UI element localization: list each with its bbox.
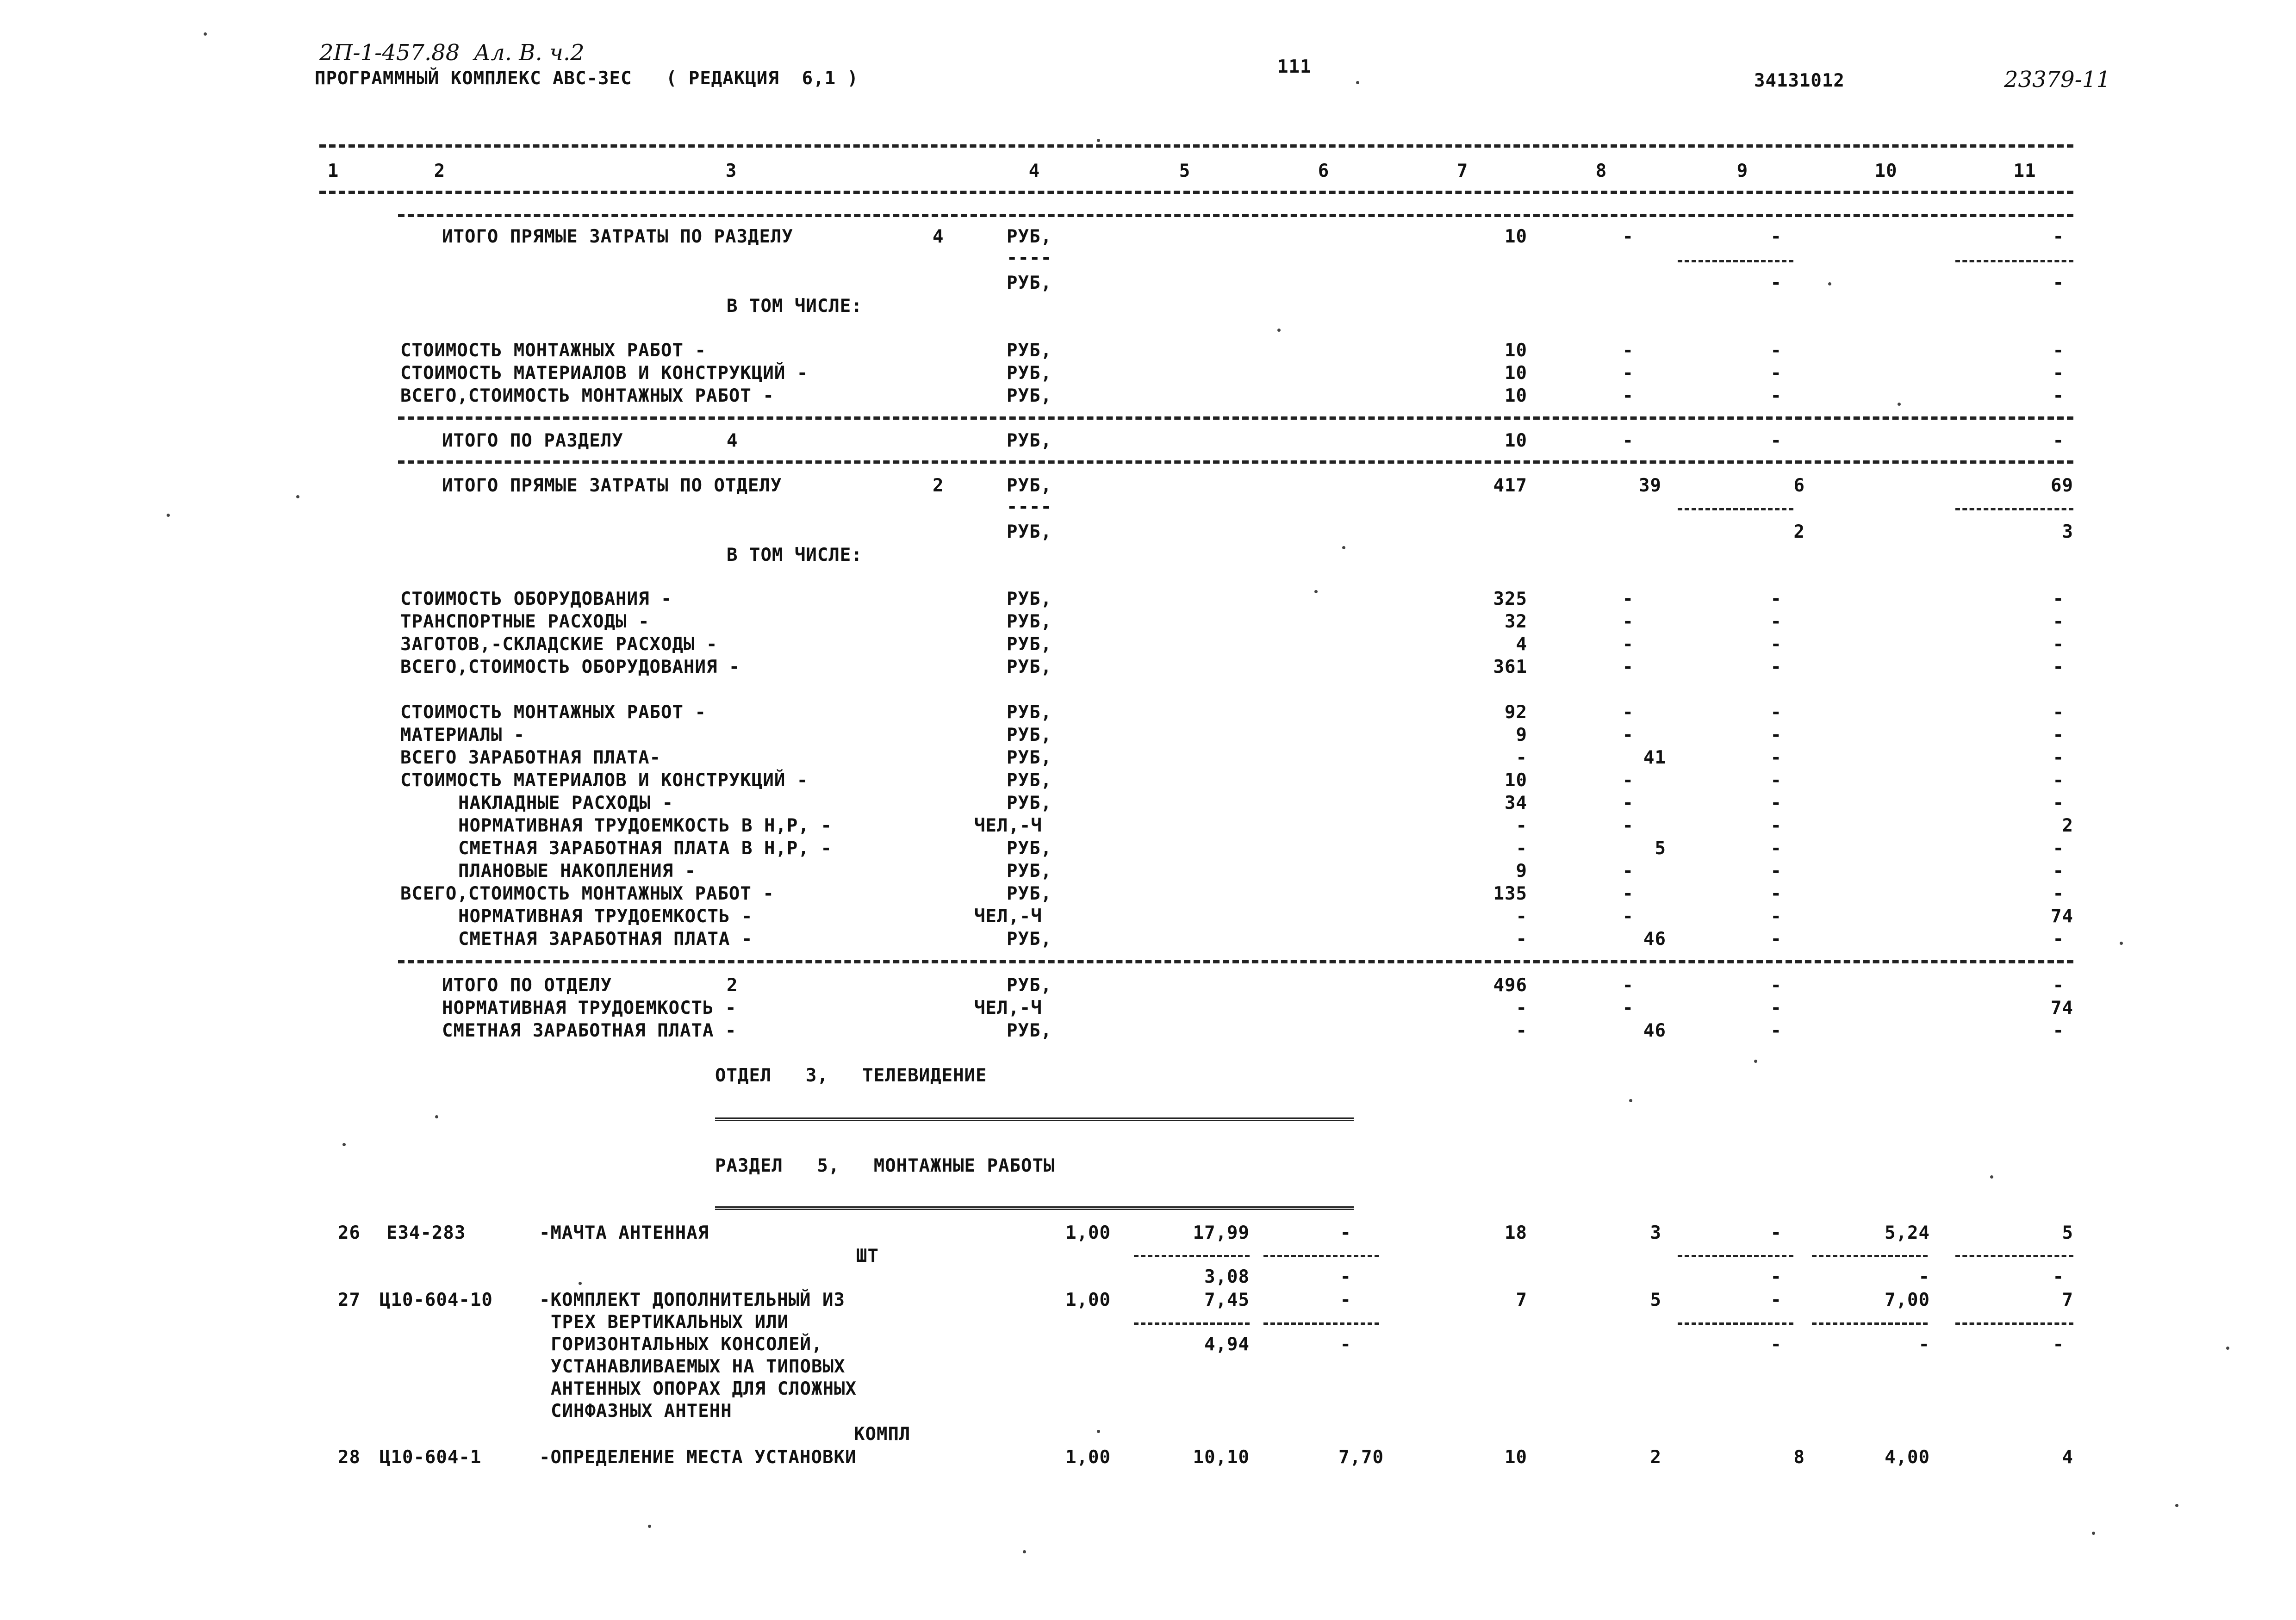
- col6-value: -: [1340, 1290, 1351, 1310]
- col8-value: -: [1622, 883, 1634, 904]
- scan-speckle: [2092, 1532, 2095, 1535]
- col7-value: -: [1516, 929, 1527, 950]
- table-top-rule: [319, 144, 2073, 148]
- unit-label: РУБ,: [1007, 589, 1052, 609]
- col9-value: -: [1770, 998, 1782, 1018]
- scan-speckle: [1356, 81, 1359, 84]
- col9-value: -: [1770, 861, 1782, 881]
- row-label: ВСЕГО,СТОИМОСТЬ ОБОРУДОВАНИЯ -: [400, 657, 740, 677]
- col11-subtotal-rule: [1955, 1255, 2073, 1257]
- col8-value: -: [1622, 725, 1634, 745]
- col8-value: -: [1622, 363, 1634, 384]
- item-name: ГОРИЗОНТАЛЬНЫХ КОНСОЛЕЙ,: [551, 1334, 823, 1355]
- item-name: -ОПРЕДЕЛЕНИЕ МЕСТА УСТАНОВКИ: [539, 1447, 857, 1468]
- unit-label: ЧЕЛ,-Ч: [974, 815, 1042, 836]
- unit-label: РУБ,: [1007, 793, 1052, 813]
- section-heading: РАЗДЕЛ 5, МОНТАЖНЫЕ РАБОТЫ: [715, 1155, 1055, 1176]
- row-label: СТОИМОСТЬ МОНТАЖНЫХ РАБОТ -: [400, 702, 706, 723]
- unit-label: РУБ,: [1007, 725, 1052, 745]
- column-header-rule: [319, 191, 2073, 194]
- col8-value: -: [1622, 385, 1634, 406]
- col9-second-value: 2: [1793, 521, 1805, 542]
- unit-label: КОМПЛ: [854, 1424, 911, 1445]
- col9-value: -: [1770, 589, 1782, 609]
- row-label: МАТЕРИАЛЫ -: [400, 725, 525, 745]
- scan-speckle: [1342, 546, 1345, 549]
- column-header-5: 5: [1179, 161, 1191, 181]
- col7-value: 417: [1493, 475, 1527, 496]
- unit-label: РУБ,: [1007, 385, 1052, 406]
- unit-label: РУБ,: [1007, 611, 1052, 632]
- col5-value: 17,99: [1193, 1223, 1250, 1243]
- scan-speckle: [1097, 139, 1100, 142]
- col9-value: -: [1770, 702, 1782, 723]
- col7-value: -: [1516, 1020, 1527, 1041]
- section4-direct-col11-second: -: [2053, 273, 2064, 293]
- scan-speckle: [1629, 1099, 1632, 1102]
- col9-subtotal-rule: [1678, 260, 1793, 262]
- section4-direct-col11: -: [2053, 226, 2064, 247]
- column-header-9: 9: [1736, 161, 1748, 181]
- scan-speckle: [1277, 329, 1281, 332]
- section-rule: [398, 460, 2073, 464]
- col10-value: 4,00: [1885, 1447, 1930, 1468]
- col7-value: 92: [1505, 702, 1527, 723]
- col5-subtotal-rule: [1134, 1255, 1250, 1257]
- scan-speckle: [167, 514, 170, 517]
- col11-value: 5: [2062, 1223, 2073, 1243]
- unit-label: РУБ,: [1007, 1020, 1052, 1041]
- col7-value: -: [1516, 747, 1527, 768]
- column-header-10: 10: [1874, 161, 1898, 181]
- col6-subtotal-rule: [1263, 1322, 1379, 1325]
- col6-value: 7,70: [1338, 1447, 1384, 1468]
- col9-value: -: [1770, 634, 1782, 655]
- col9-value: -: [1770, 838, 1782, 859]
- item-name: ТРЕХ ВЕРТИКАЛЬНЫХ ИЛИ: [551, 1312, 789, 1333]
- col8-value: 41: [1643, 747, 1666, 768]
- unit-label: РУБ,: [1007, 747, 1052, 768]
- unit-label: РУБ,: [1007, 929, 1052, 950]
- col10-subtotal-rule: [1812, 1322, 1928, 1325]
- including-heading: В ТОМ ЧИСЛЕ:: [727, 296, 863, 317]
- col7-value: 9: [1516, 725, 1527, 745]
- unit-label: РУБ,: [1007, 975, 1052, 996]
- col8-value: -: [1622, 340, 1634, 361]
- col11-value: -: [2053, 861, 2064, 881]
- col11-value: -: [2053, 702, 2064, 723]
- unit-label: РУБ,: [1007, 883, 1052, 904]
- unit-label: РУБ,: [1007, 770, 1052, 791]
- col9-value: -: [1770, 815, 1782, 836]
- scan-speckle: [1314, 590, 1318, 593]
- col11-value: -: [2053, 611, 2064, 632]
- col7-value: 135: [1493, 883, 1527, 904]
- col7-value: -: [1516, 998, 1527, 1018]
- item-quantity: 1,00: [1065, 1223, 1111, 1243]
- unit-dash-marker: ----: [1007, 248, 1052, 268]
- col8-value: 46: [1643, 1020, 1666, 1041]
- col11-subtotal-rule: [1955, 1322, 2073, 1325]
- col11-value: -: [2053, 340, 2064, 361]
- item-code: Ц10-604-10: [380, 1290, 493, 1310]
- col7-value: 32: [1505, 611, 1527, 632]
- dept2-direct-num: 2: [933, 475, 944, 496]
- col7-value: -: [1516, 838, 1527, 859]
- col11-value: 74: [2051, 998, 2073, 1018]
- dept2-total-num: 2: [727, 975, 738, 996]
- col9-second-value: -: [1770, 1266, 1782, 1287]
- section4-direct-col9-second: -: [1770, 273, 1782, 293]
- col11-value: -: [2053, 975, 2064, 996]
- col9-value: -: [1770, 1290, 1782, 1310]
- col11-second-value: -: [2053, 1334, 2064, 1355]
- row-label: ЗАГОТОВ,-СКЛАДСКИЕ РАСХОДЫ -: [400, 634, 718, 655]
- archive-number: 23379-11: [2004, 67, 2110, 93]
- scan-speckle: [1754, 1060, 1757, 1063]
- col11-value: -: [2053, 770, 2064, 791]
- row-label: СМЕТНАЯ ЗАРАБОТНАЯ ПЛАТА -: [442, 1020, 737, 1041]
- col11-value: -: [2053, 838, 2064, 859]
- column-header-3: 3: [725, 161, 737, 181]
- col11-second-value: 3: [2062, 521, 2073, 542]
- col9-value: -: [1770, 385, 1782, 406]
- column-header-4: 4: [1028, 161, 1040, 181]
- col7-value: 10: [1505, 340, 1527, 361]
- col5-second-value: 3,08: [1204, 1266, 1250, 1287]
- column-header-6: 6: [1318, 161, 1330, 181]
- scan-speckle: [435, 1115, 438, 1118]
- col11-value: 7: [2062, 1290, 2073, 1310]
- col11-value: -: [2053, 363, 2064, 384]
- col5-second-value: 4,94: [1204, 1334, 1250, 1355]
- scan-speckle: [648, 1525, 651, 1528]
- item-number: 28: [338, 1447, 361, 1468]
- col11-value: 74: [2051, 906, 2073, 927]
- col6-value: -: [1340, 1223, 1351, 1243]
- col9-value: -: [1770, 883, 1782, 904]
- col7-value: 361: [1493, 657, 1527, 677]
- col5-value: 10,10: [1193, 1447, 1250, 1468]
- item-number: 27: [338, 1290, 361, 1310]
- unit-label: РУБ,: [1007, 702, 1052, 723]
- section-rule: [398, 214, 2073, 217]
- col9-subtotal-rule: [1678, 508, 1793, 510]
- col5-subtotal-rule: [1134, 1322, 1250, 1325]
- col11-second-value: -: [2053, 1266, 2064, 1287]
- col11-value: -: [2053, 793, 2064, 813]
- col9-value: -: [1770, 929, 1782, 950]
- col9-value: -: [1770, 770, 1782, 791]
- item-code: Е34-283: [386, 1223, 466, 1243]
- section4-direct-label: ИТОГО ПРЯМЫЕ ЗАТРАТЫ ПО РАЗДЕЛУ: [442, 226, 793, 247]
- col9-value: -: [1770, 363, 1782, 384]
- section4-direct-col9: -: [1770, 226, 1782, 247]
- col7-value: 10: [1505, 770, 1527, 791]
- col9-value: -: [1770, 725, 1782, 745]
- section-rule: [398, 960, 2073, 963]
- col8-value: -: [1622, 861, 1634, 881]
- col7-value: 10: [1505, 1447, 1527, 1468]
- col11-value: -: [2053, 589, 2064, 609]
- column-header-7: 7: [1456, 161, 1468, 181]
- col11-value: 2: [2062, 815, 2073, 836]
- scan-speckle: [1097, 1430, 1100, 1433]
- col8-value: -: [1622, 770, 1634, 791]
- col8-value: -: [1622, 634, 1634, 655]
- col9-value: -: [1770, 611, 1782, 632]
- unit-label: ЧЕЛ,-Ч: [974, 998, 1042, 1018]
- col8-value: -: [1622, 430, 1634, 451]
- item-name: УСТАНАВЛИВАЕМЫХ НА ТИПОВЫХ: [551, 1356, 846, 1377]
- row-label: ВСЕГО,СТОИМОСТЬ МОНТАЖНЫХ РАБОТ -: [400, 883, 774, 904]
- unit-label: ШТ: [856, 1246, 879, 1266]
- col7-value: 4: [1516, 634, 1527, 655]
- col8-value: -: [1622, 975, 1634, 996]
- unit-label: РУБ,: [1007, 521, 1052, 542]
- col8-value: -: [1622, 906, 1634, 927]
- col9-value: -: [1770, 747, 1782, 768]
- scan-speckle: [579, 1282, 582, 1285]
- item-name: -КОМПЛЕКТ ДОПОЛНИТЕЛЬНЫЙ ИЗ: [539, 1290, 845, 1310]
- item-quantity: 1,00: [1065, 1290, 1111, 1310]
- col11-value: -: [2053, 385, 2064, 406]
- row-label: НАКЛАДНЫЕ РАСХОДЫ -: [458, 793, 674, 813]
- col10-second-value: -: [1918, 1334, 1930, 1355]
- col8-value: 5: [1655, 838, 1666, 859]
- scan-speckle: [2120, 942, 2123, 945]
- col9-value: -: [1770, 793, 1782, 813]
- program-title: ПРОГРАММНЫЙ КОМПЛЕКС АВС-3ЕС ( РЕДАКЦИЯ 6,1 ): [315, 68, 859, 89]
- col8-value: 3: [1650, 1223, 1661, 1243]
- col9-value: 8: [1793, 1447, 1805, 1468]
- col9-value: -: [1770, 430, 1782, 451]
- row-label: НОРМАТИВНАЯ ТРУДОЕМКОСТЬ -: [442, 998, 737, 1018]
- row-label: ВСЕГО,СТОИМОСТЬ МОНТАЖНЫХ РАБОТ -: [400, 385, 774, 406]
- col9-value: -: [1770, 657, 1782, 677]
- col6-subtotal-rule: [1263, 1255, 1379, 1257]
- col8-value: -: [1622, 793, 1634, 813]
- col5-value: 7,45: [1204, 1290, 1250, 1310]
- col11-subtotal-rule: [1955, 260, 2073, 262]
- scan-speckle: [1990, 1175, 1993, 1179]
- col7-value: -: [1516, 815, 1527, 836]
- scan-speckle: [1828, 282, 1831, 286]
- scan-speckle: [1023, 1550, 1026, 1553]
- column-header-8: 8: [1595, 161, 1607, 181]
- col9-subtotal-rule: [1678, 1322, 1793, 1325]
- row-label: НОРМАТИВНАЯ ТРУДОЕМКОСТЬ -: [458, 906, 753, 927]
- col9-subtotal-rule: [1678, 1255, 1793, 1257]
- row-label: СТОИМОСТЬ ОБОРУДОВАНИЯ -: [400, 589, 672, 609]
- col11-value: -: [2053, 634, 2064, 655]
- unit-label: РУБ,: [1007, 861, 1052, 881]
- item-number: 26: [338, 1223, 361, 1243]
- col7-value: 10: [1505, 430, 1527, 451]
- col6-second-value: -: [1340, 1266, 1351, 1287]
- col11-subtotal-rule: [1955, 508, 2073, 510]
- col8-value: 46: [1643, 929, 1666, 950]
- col11-value: -: [2053, 929, 2064, 950]
- col6-second-value: -: [1340, 1334, 1351, 1355]
- dept2-direct-label: ИТОГО ПРЯМЫЕ ЗАТРАТЫ ПО ОТДЕЛУ: [442, 475, 782, 496]
- unit-label: РУБ,: [1007, 634, 1052, 655]
- scan-speckle: [204, 32, 207, 36]
- col8-value: -: [1622, 702, 1634, 723]
- unit-label: РУБ,: [1007, 838, 1052, 859]
- col9-value: -: [1770, 340, 1782, 361]
- item-name: -МАЧТА АНТЕННАЯ: [539, 1223, 709, 1243]
- col9-value: -: [1770, 1020, 1782, 1041]
- row-label: ТРАНСПОРТНЫЕ РАСХОДЫ -: [400, 611, 650, 632]
- row-label: НОРМАТИВНАЯ ТРУДОЕМКОСТЬ В Н,Р, -: [458, 815, 832, 836]
- unit-label: РУБ,: [1007, 657, 1052, 677]
- scan-speckle: [342, 1143, 346, 1146]
- dept2-total-label: ИТОГО ПО ОТДЕЛУ: [442, 975, 612, 996]
- col7-value: 325: [1493, 589, 1527, 609]
- col7-value: 10: [1505, 385, 1527, 406]
- col8-value: -: [1622, 611, 1634, 632]
- section4-direct-col7: 10: [1505, 226, 1527, 247]
- col7-value: 7: [1516, 1290, 1527, 1310]
- col9-value: -: [1770, 906, 1782, 927]
- col7-value: 9: [1516, 861, 1527, 881]
- col11-value: -: [2053, 1020, 2064, 1041]
- unit-label: РУБ,: [1007, 273, 1052, 293]
- document-code: 34131012: [1754, 70, 1845, 91]
- col7-value: 34: [1505, 793, 1527, 813]
- col8-value: -: [1622, 998, 1634, 1018]
- col7-value: 496: [1493, 975, 1527, 996]
- col11-value: -: [2053, 725, 2064, 745]
- col11-value: -: [2053, 883, 2064, 904]
- item-code: Ц10-604-1: [380, 1447, 482, 1468]
- col11-value: 4: [2062, 1447, 2073, 1468]
- col8-value: -: [1622, 815, 1634, 836]
- col10-subtotal-rule: [1812, 1255, 1928, 1257]
- col11-value: -: [2053, 430, 2064, 451]
- col11-value: -: [2053, 747, 2064, 768]
- col7-value: 18: [1505, 1223, 1527, 1243]
- row-label: СТОИМОСТЬ МОНТАЖНЫХ РАБОТ -: [400, 340, 706, 361]
- col8-value: 5: [1650, 1290, 1661, 1310]
- scan-speckle: [2175, 1504, 2178, 1507]
- page-number: 111: [1277, 56, 1312, 77]
- section-rule: [398, 416, 2073, 420]
- col9-value: -: [1770, 1223, 1782, 1243]
- column-header-1: 1: [327, 161, 339, 181]
- department-heading: ОТДЕЛ 3, ТЕЛЕВИДЕНИЕ: [715, 1065, 987, 1086]
- section4-total-num: 4: [727, 430, 738, 451]
- unit-label: РУБ,: [1007, 340, 1052, 361]
- col10-value: 7,00: [1885, 1290, 1930, 1310]
- row-label: ПЛАНОВЫЕ НАКОПЛЕНИЯ -: [458, 861, 697, 881]
- unit-label: ЧЕЛ,-Ч: [974, 906, 1042, 927]
- row-label: СТОИМОСТЬ МАТЕРИАЛОВ И КОНСТРУКЦИЙ -: [400, 363, 809, 384]
- scan-speckle: [1898, 403, 1901, 406]
- unit-label: РУБ,: [1007, 475, 1052, 496]
- unit-label: РУБ,: [1007, 226, 1052, 247]
- including-heading: В ТОМ ЧИСЛЕ:: [727, 545, 863, 565]
- row-label: ВСЕГО ЗАРАБОТНАЯ ПЛАТА-: [400, 747, 661, 768]
- section4-total-label: ИТОГО ПО РАЗДЕЛУ: [442, 430, 623, 451]
- col7-value: -: [1516, 906, 1527, 927]
- row-label: СМЕТНАЯ ЗАРАБОТНАЯ ПЛАТА В Н,Р, -: [458, 838, 832, 859]
- heading-double-rule: [715, 1206, 1354, 1210]
- col7-value: 10: [1505, 363, 1527, 384]
- col11-value: -: [2053, 657, 2064, 677]
- col10-value: 5,24: [1885, 1223, 1930, 1243]
- item-name: АНТЕННЫХ ОПОРАХ ДЛЯ СЛОЖНЫХ: [551, 1378, 857, 1399]
- col9-value: 6: [1793, 475, 1805, 496]
- section4-direct-col8: -: [1622, 226, 1634, 247]
- column-header-2: 2: [434, 161, 446, 181]
- col8-value: -: [1622, 657, 1634, 677]
- row-label: СТОИМОСТЬ МАТЕРИАЛОВ И КОНСТРУКЦИЙ -: [400, 770, 809, 791]
- column-header-11: 11: [2013, 161, 2036, 181]
- col8-value: 2: [1650, 1447, 1661, 1468]
- col9-value: -: [1770, 975, 1782, 996]
- section4-direct-num: 4: [933, 226, 944, 247]
- col8-value: -: [1622, 589, 1634, 609]
- unit-label: РУБ,: [1007, 430, 1052, 451]
- unit-dash-marker: ----: [1007, 497, 1052, 517]
- heading-double-rule: [715, 1117, 1354, 1121]
- col8-value: 39: [1639, 475, 1661, 496]
- doc-reference: 2П-1-457.88 Ал. В. ч.2: [319, 40, 585, 66]
- scan-speckle: [2226, 1347, 2229, 1350]
- item-quantity: 1,00: [1065, 1447, 1111, 1468]
- row-label: СМЕТНАЯ ЗАРАБОТНАЯ ПЛАТА -: [458, 929, 753, 950]
- scan-speckle: [296, 495, 299, 498]
- col11-value: 69: [2051, 475, 2073, 496]
- col9-second-value: -: [1770, 1334, 1782, 1355]
- col10-second-value: -: [1918, 1266, 1930, 1287]
- item-name: СИНФАЗНЫХ АНТЕНН: [551, 1401, 732, 1421]
- unit-label: РУБ,: [1007, 363, 1052, 384]
